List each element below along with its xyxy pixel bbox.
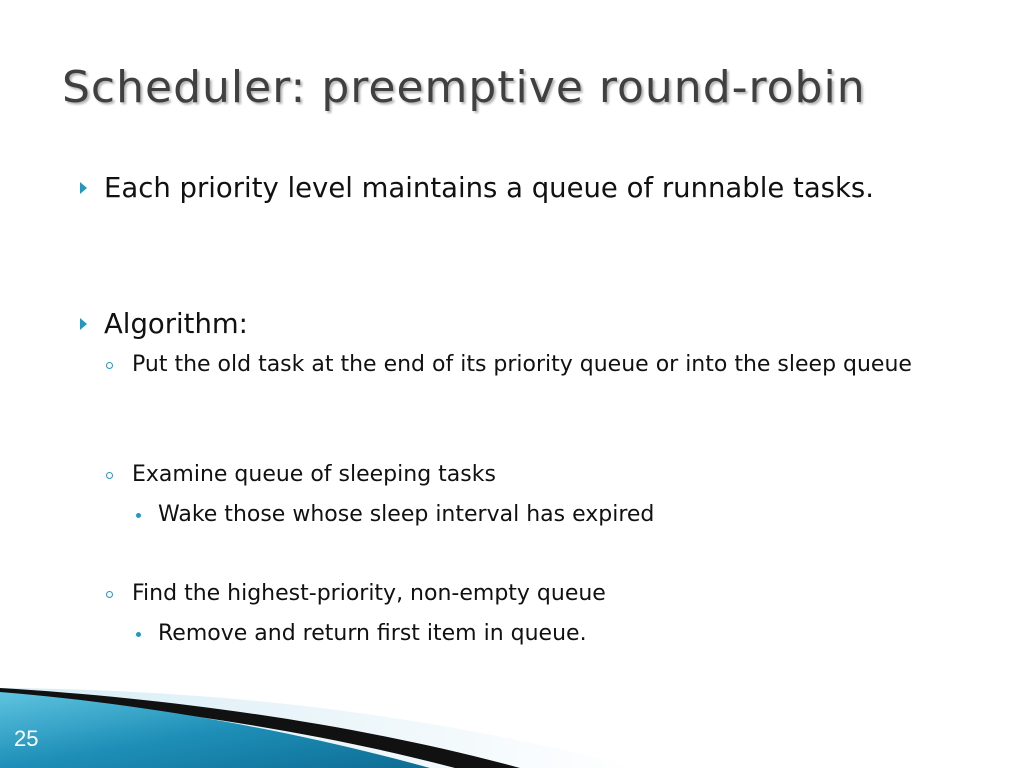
slide-title: Scheduler: preemptive round-robin (62, 62, 866, 113)
bullet-algorithm: Algorithm: (104, 308, 248, 340)
substep-remove-first: Remove and return first item in queue. (158, 621, 587, 646)
page-number: 25 (14, 726, 39, 751)
step-examine-sleep-queue: Examine queue of sleeping tasks (132, 462, 496, 487)
bullet-priority-queues: Each priority level maintains a queue of runnable tasks. (104, 172, 874, 204)
step-requeue-old-task: Put the old task at the end of its priority queue or into the sleep queue (132, 352, 912, 377)
substep-wake-expired: Wake those whose sleep interval has expired (158, 502, 655, 527)
step-find-highest-priority: Find the highest-priority, non-empty queue (132, 581, 606, 606)
